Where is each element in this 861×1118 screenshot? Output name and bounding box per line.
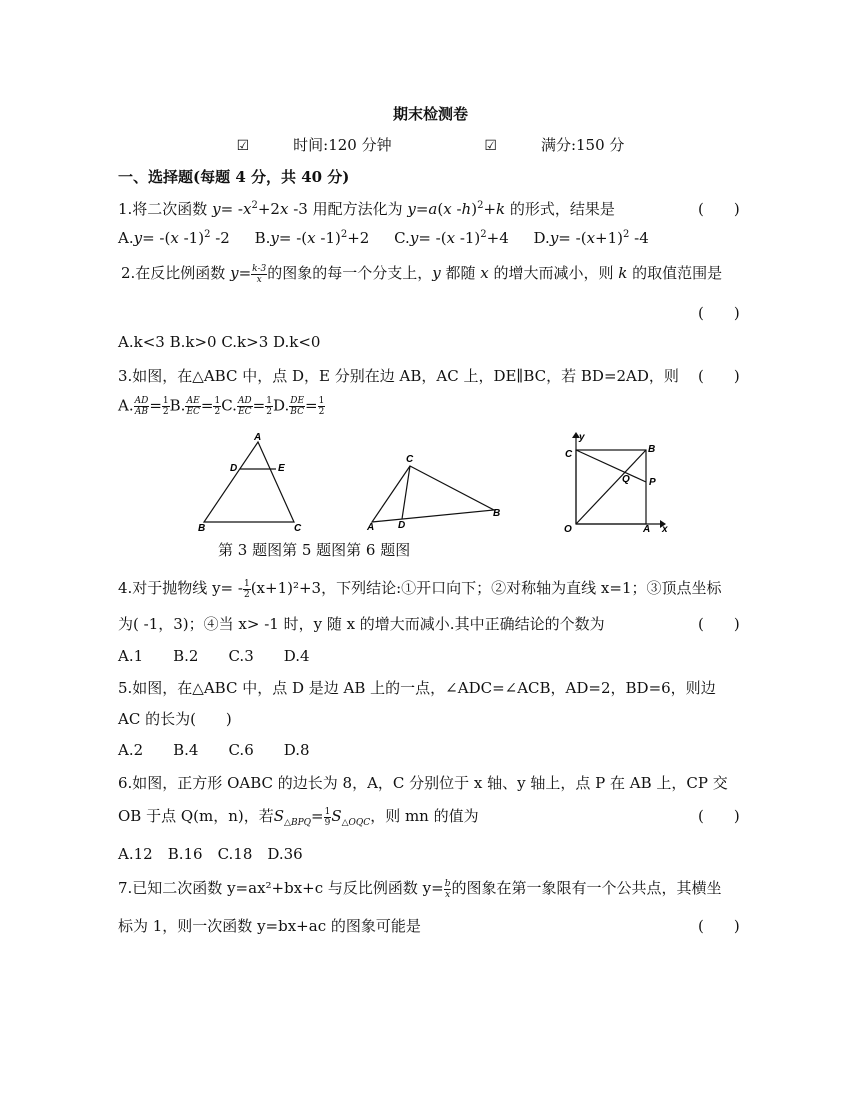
svg-text:Q: Q <box>622 474 630 485</box>
q6-answer-paren: ( ) <box>698 807 740 825</box>
svg-text:A: A <box>254 432 262 443</box>
svg-text:E: E <box>278 463 285 474</box>
svg-text:A: A <box>643 524 651 535</box>
svg-text:O: O <box>564 524 572 535</box>
svg-text:D: D <box>230 463 238 474</box>
q7-line1: 7.已知二次函数 y=ax²+bx+c 与反比例函数 y= $\frac{b}{x}$ 的图象在第一象限有一个公共点，其横坐 <box>118 878 722 900</box>
svg-text:P: P <box>649 477 656 488</box>
section-heading: 一、选择题(每题 4 分，共 40 分) <box>118 168 350 186</box>
svg-text:B: B <box>648 444 656 455</box>
checkbox-icon: ☑ <box>484 138 497 154</box>
q2-answer-paren: ( ) <box>698 304 740 322</box>
q5-options: A.2 B.4 C.6 D.8 <box>118 741 310 759</box>
total-score: 满分:150 分 <box>540 136 625 154</box>
q1-stem: 1.将二次函数 $y= -x^2+2x$ -3 用配方法化为 y=a(x -h)$^2$+k 的形式，结果是 <box>118 200 615 218</box>
q4-answer-paren: ( ) <box>698 615 740 633</box>
figure-caption: 第 3 题图第 5 题图第 6 题图 <box>218 541 411 559</box>
svg-text:C: C <box>565 449 573 460</box>
q3-stem: 3.如图，在△ABC 中，点 D，E 分别在边 AB，AC 上，DE∥BC，若 BD=2AD，则 <box>118 367 679 385</box>
q4-stem: 4.对于抛物线 y= - $\frac{1}{2}$ (x+1)²+3，下列结论:①开口向下；②对称轴为直线 x=1；③顶点坐标 <box>118 578 722 600</box>
figure-q5-triangle <box>366 454 500 533</box>
q5-line1: 5.如图，在△ABC 中，点 D 是边 AB 上的一点，∠ADC=∠ACB，AD=2，BD=6，则边 <box>118 679 716 697</box>
page-title: 期末检测卷 <box>392 105 468 123</box>
svg-text:x: x <box>662 524 668 535</box>
q6-line1: 6.如图，正方形 OABC 的边长为 8，A，C 分别位于 x 轴、y 轴上，点 P 在 AB 上，CP 交 <box>118 774 728 792</box>
q4-line2: 为( -1，3)；④当 x> -1 时，y 随 x 的增大而减小.其中正确结论的个数为 <box>118 615 605 633</box>
q3-options: A. $\frac{AD}{AB}$ = $\frac{1}{2}$ B. $\frac{AE}{EC}$ = $\frac{1}{2}$ C. $\frac{AD}{EC}$ = $\frac{1}{2}$ D. $\frac{DE}{BC}$ = $\frac{1}{2}$ <box>118 396 325 417</box>
figure-q3-triangle <box>198 432 302 534</box>
checkbox-icon: ☑ <box>236 138 250 154</box>
q7-line2: 标为 1，则一次函数 y=bx+ac 的图象可能是 <box>118 917 421 935</box>
q5-line2: AC 的长为( ) <box>118 710 232 728</box>
q6-line2: OB 于点 Q(m，n)，若$S_{\triangle BPQ}=$ $\frac{1}{9}$ $S_{\triangle OQC}$，则 mn 的值为 <box>118 806 479 828</box>
svg-text:B: B <box>198 523 206 534</box>
exam-meta <box>0 134 861 155</box>
figure-q6-square <box>564 432 668 535</box>
q1-options: A.y= -(x -1)$^2$ -2 B.y= -(x -1)$^2$+2 C.y= -(x -1)$^2$+4 $D.y= -(x+1)^2$ -4 <box>118 229 649 247</box>
q4-options: A.1 B.2 C.3 D.4 <box>118 647 310 665</box>
q6-options: A.12 B.16 C.18 D.36 <box>118 845 303 863</box>
svg-text:C: C <box>406 454 414 465</box>
q1-answer-paren: ( ) <box>698 200 740 218</box>
svg-text:C: C <box>294 523 302 534</box>
figures <box>190 430 690 540</box>
q3-answer-paren: ( ) <box>698 367 740 385</box>
q7-answer-paren: ( ) <box>698 917 740 935</box>
q2-options: A.k<3 B.k>0 C.k>3 D.k<0 <box>118 333 321 351</box>
svg-text:A: A <box>367 522 375 533</box>
svg-text:y: y <box>579 432 585 443</box>
q2-stem: 2.在反比例函数 y= $\frac{k-3}{x}$ 的图象的每一个分支上，y 都随 x 的增大而减小，则 k 的取值范围是 <box>121 263 723 285</box>
time-limit: 时间:120 分钟 <box>293 136 392 154</box>
svg-text:D: D <box>398 520 406 531</box>
svg-text:B: B <box>493 508 501 519</box>
